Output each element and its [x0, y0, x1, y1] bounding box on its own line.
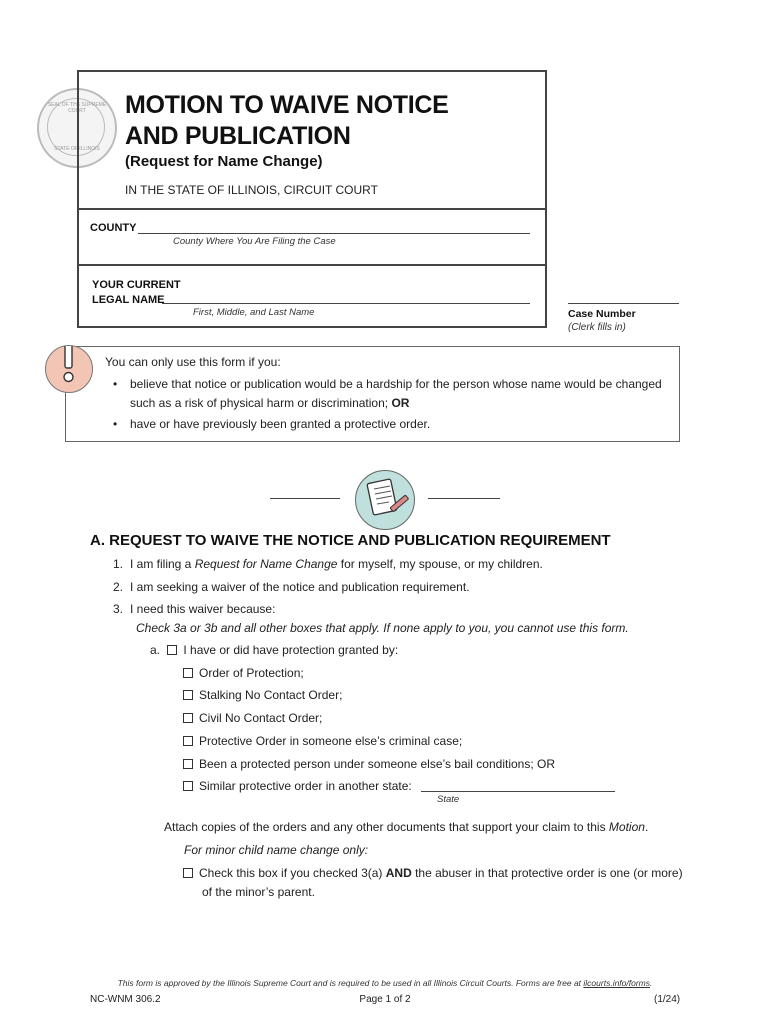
header-divider-1: [79, 208, 545, 210]
other-state-field[interactable]: [421, 791, 615, 792]
notice-bullet-1-line-2: [130, 396, 409, 410]
seal-text-top: SEAL OF THE SUPREME COURT: [47, 102, 107, 114]
option-other-state: [183, 779, 412, 793]
attach-instruction: [164, 820, 648, 834]
county-field[interactable]: [138, 233, 530, 234]
seal-text-bottom: STATE OF ILLINOIS: [54, 146, 100, 152]
divider-left: [270, 498, 340, 499]
option-stalking-order: [183, 688, 342, 702]
item-1-number: 1.: [113, 557, 124, 571]
option-criminal-protective-order: [183, 734, 462, 748]
item-1-italic: Request for Name Change: [194, 557, 338, 571]
legal-name-label-line-2: LEGAL NAME: [92, 294, 165, 306]
title-line-1: MOTION TO WAIVE NOTICE: [125, 91, 449, 119]
item-3-instruction: Check 3a or 3b and all other boxes that apply. If none apply to you, you cannot use this form.: [136, 621, 629, 635]
item-1-pre: I am filing a: [130, 557, 195, 571]
checkbox-other-state[interactable]: [183, 781, 193, 791]
minor-post: the abuser in that protective order is one (or more): [411, 866, 683, 880]
case-number-field[interactable]: [568, 303, 679, 304]
state-hint: State: [437, 794, 460, 805]
item-3a-text: I have or did have protection granted by:: [183, 643, 399, 657]
header-divider-2: [79, 264, 545, 266]
divider-right: [428, 498, 500, 499]
exclamation-icon-graphic: [46, 346, 92, 392]
checkbox-civil-order[interactable]: [183, 713, 193, 723]
case-number-hint: (Clerk fills in): [568, 322, 626, 333]
notice-intro: You can only use this form if you:: [105, 355, 281, 369]
option-text: Civil No Contact Order;: [199, 711, 323, 725]
item-3: I need this waiver because:: [130, 602, 276, 616]
notice-or: OR: [391, 396, 410, 410]
notice-bullet-1-line-1: believe that notice or publication would be a hardship for the person whose name would be changed: [130, 377, 662, 391]
county-label: COUNTY: [90, 222, 137, 234]
case-number-label: Case Number: [568, 308, 636, 320]
attach-italic: Motion: [608, 820, 645, 834]
item-2: I am seeking a waiver of the notice and publication requirement.: [130, 580, 470, 594]
approval-post: .: [650, 978, 653, 988]
form-id: NC-WNM 306.2: [90, 994, 161, 1005]
legal-name-hint: First, Middle, and Last Name: [193, 307, 315, 318]
section-a-title: A. REQUEST TO WAIVE THE NOTICE AND PUBLICATION REQUIREMENT: [90, 532, 611, 549]
option-text: Order of Protection;: [199, 666, 304, 680]
checkbox-order-of-protection[interactable]: [183, 668, 193, 678]
document-pen-icon: [355, 470, 415, 530]
item-2-number: 2.: [113, 580, 124, 594]
minor-heading: For minor child name change only:: [184, 843, 369, 857]
option-text: Stalking No Contact Order;: [199, 688, 343, 702]
document-pen-graphic: [356, 471, 414, 529]
page-number: Page 1 of 2: [359, 994, 411, 1005]
minor-pre: Check this box if you checked 3(a): [199, 866, 386, 880]
option-text: Protective Order in someone else’s criminal case;: [199, 734, 463, 748]
approval-text: This form is approved by the Illinois Supreme Court and is required to be used in all Illinois Circuit Courts. Forms are free at: [117, 978, 584, 988]
form-date: (1/24): [654, 994, 681, 1005]
minor-option-line-2: of the minor’s parent.: [202, 885, 315, 899]
item-1: [130, 557, 543, 571]
notice-bullet-2-symbol: •: [113, 417, 118, 431]
approval-footer: [0, 978, 770, 988]
attach-pre: Attach copies of the orders and any other documents that support your claim to this: [164, 820, 609, 834]
option-bail-conditions: [183, 757, 555, 771]
exclamation-icon: [45, 345, 93, 393]
form-subtitle: (Request for Name Change): [125, 153, 323, 170]
checkbox-stalking-order[interactable]: [183, 690, 193, 700]
title-line-2: AND PUBLICATION: [125, 122, 351, 150]
county-hint: County Where You Are Filing the Case: [173, 236, 336, 247]
form-title: [125, 90, 449, 152]
option-text: Been a protected person under someone else’s bail conditions; OR: [199, 757, 555, 771]
forms-link[interactable]: ilcourts.info/forms: [583, 978, 651, 988]
item-3-number: 3.: [113, 602, 124, 616]
checkbox-3a[interactable]: [167, 645, 177, 655]
notice-bullet-1-text: such as a risk of physical harm or discrimination;: [130, 396, 389, 410]
legal-name-label-line-1: YOUR CURRENT: [92, 279, 181, 291]
item-3a: [150, 643, 398, 657]
checkbox-minor-abuser-parent[interactable]: [183, 868, 193, 878]
notice-bullet-2: have or have previously been granted a protective order.: [130, 417, 431, 431]
option-order-of-protection: [183, 666, 304, 680]
minor-option: [183, 866, 683, 880]
legal-name-field[interactable]: [162, 303, 530, 304]
option-civil-order: [183, 711, 322, 725]
notice-bullet-1-symbol: •: [113, 377, 118, 391]
attach-post: .: [644, 820, 649, 834]
checkbox-bail-conditions[interactable]: [183, 759, 193, 769]
option-text: Similar protective order in another state:: [199, 779, 412, 793]
checkbox-criminal-protective-order[interactable]: [183, 736, 193, 746]
minor-bold: AND: [385, 866, 412, 880]
item-1-post: for myself, my spouse, or my children.: [337, 557, 543, 571]
state-court-line: IN THE STATE OF ILLINOIS, CIRCUIT COURT: [125, 183, 378, 197]
item-3a-label: a.: [150, 643, 161, 657]
